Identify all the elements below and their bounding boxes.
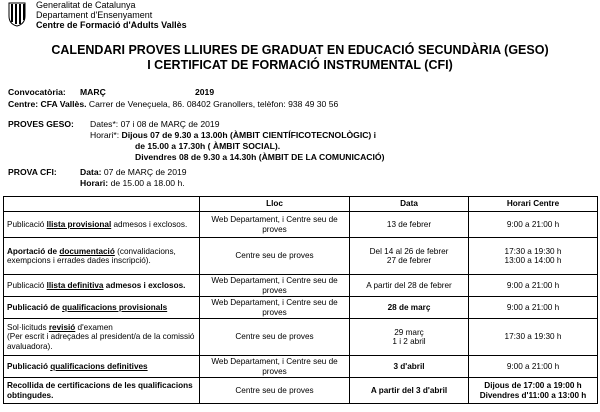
- activity-text: Publicació: [7, 219, 47, 229]
- geso-dates-value: 07 i 08 de MARÇ de 2019: [120, 119, 220, 129]
- data-cell: A partir del 28 de febrer: [350, 275, 469, 297]
- header-data: Data: [350, 197, 469, 212]
- geso-label: PROVES GESO:: [8, 119, 74, 129]
- lloc-cell: Web Departament, i Centre seu de proves: [200, 212, 350, 238]
- table-row: [4, 212, 598, 238]
- data-cell: 3 d'abril: [350, 356, 469, 378]
- data-cell: A partir del 3 d'abril: [350, 378, 469, 404]
- calendar-table: [3, 196, 598, 404]
- activity-text-rest: (convalidacions, exempcions i errades dades inscripció).: [7, 246, 176, 265]
- centre-label: Centre:: [8, 99, 39, 109]
- data-cell: 28 de març: [350, 297, 469, 319]
- header-horari: Horari Centre: [469, 197, 598, 212]
- header-line-1: Generalitat de Catalunya: [36, 0, 136, 10]
- generalitat-logo: [8, 2, 26, 27]
- table-row: [4, 356, 598, 378]
- activity-cell: [4, 238, 200, 275]
- activity-text: Sol·licituds: [7, 322, 49, 332]
- activity-text: Publicació: [7, 280, 47, 290]
- horari-cell: 17:30 a 19:30 h: [469, 319, 598, 356]
- activity-text-rest: admesos i exclosos.: [103, 280, 186, 290]
- geso-divendres: Divendres 08 de 9.30 a 14.30h (ÀMBIT DE LA COMUNICACIÓ): [135, 152, 385, 162]
- lloc-cell: Centre seu de proves: [200, 378, 350, 404]
- lloc-cell: Web Departament, i Centre seu de proves: [200, 275, 350, 297]
- activity-cell: [4, 297, 200, 319]
- cfi-horari: [80, 178, 185, 188]
- table-row: [4, 275, 598, 297]
- geso-dijous-line-2: de 15.00 a 17.30h ( ÀMBIT SOCIAL).: [135, 141, 281, 151]
- cfi-data-label: Data:: [80, 167, 102, 177]
- institution-header: [36, 0, 187, 30]
- page-title-line-1: CALENDARI PROVES LLIURES DE GRADUAT EN EDUCACIÓ SECUNDÀRIA (GESO): [51, 43, 549, 57]
- activity-text-rest: d'examen (Per escrit i adreçades al president/a de la comissió avaluadora).: [7, 322, 195, 351]
- table-row: [4, 319, 598, 356]
- lloc-cell: Centre seu de proves: [200, 319, 350, 356]
- activity-text: Recollida de certificacions de les qualificacions obtingudes.: [7, 381, 193, 400]
- page-title-line-2: I CERTIFICAT DE FORMACIÓ INSTRUMENTAL (CFI): [147, 58, 453, 72]
- centre-value: CFA Vallès.: [40, 99, 87, 109]
- horari-cell: Dijous de 17:00 a 19:00 h Divendres d'11:00 a 13:00 h: [469, 378, 598, 404]
- cfi-horari-label: Horari:: [80, 178, 109, 188]
- cfi-data-value: 07 de MARÇ de 2019: [103, 167, 187, 177]
- horari-cell: 9:00 a 21:00 h: [469, 297, 598, 319]
- lloc-cell: Centre seu de proves: [200, 238, 350, 275]
- activity-keyword: llista definitiva: [46, 280, 104, 290]
- convocatoria-label: Convocatòria:: [8, 87, 66, 97]
- cfi-horari-value: de 15.00 a 18.00 h.: [110, 178, 185, 188]
- header-line-3: Centre de Formació d'Adults Vallès: [36, 20, 187, 30]
- activity-cell: [4, 319, 200, 356]
- activity-cell: [4, 212, 200, 238]
- horari-cell: 9:00 a 21:00 h: [469, 212, 598, 238]
- activity-text: Aportació de: [7, 246, 60, 256]
- data-cell: Del 14 al 26 de febrer 27 de febrer: [350, 238, 469, 275]
- centre-row: [8, 99, 338, 109]
- activity-cell: [4, 378, 200, 404]
- activity-keyword: revisió: [48, 322, 76, 332]
- header-lloc: Lloc: [200, 197, 350, 212]
- lloc-cell: Web Departament, i Centre seu de proves: [200, 297, 350, 319]
- header-activity: [4, 197, 200, 212]
- geso-dijous: Dijous 07 de 9.30 a 13.00h (ÀMBIT CIENTÍFICOTECNOLÒGIC) i: [121, 130, 377, 140]
- data-cell: 13 de febrer: [350, 212, 469, 238]
- convocatoria-month: MARÇ: [80, 87, 106, 97]
- table-row: [4, 238, 598, 275]
- horari-cell: 9:00 a 21:00 h: [469, 275, 598, 297]
- activity-text-rest: admesos i exclosos.: [111, 219, 188, 229]
- activity-keyword: qualificacions definitives: [50, 361, 148, 371]
- centre-address: Carrer de Veneçuela, 86. 08402 Granollers, telèfon: 938 49 30 56: [88, 99, 339, 109]
- activity-keyword: llista provisional: [46, 219, 112, 229]
- header-line-2: Departament d'Ensenyament: [36, 10, 153, 20]
- geso-dates-label: Dates*:: [90, 119, 119, 129]
- convocatoria-year: 2019: [195, 87, 215, 97]
- horari-cell: 9:00 a 21:00 h: [469, 356, 598, 378]
- geso-horari: [90, 130, 376, 140]
- activity-cell: [4, 356, 200, 378]
- table-row: [4, 378, 598, 404]
- lloc-cell: Web Departament, i Centre seu de proves: [200, 356, 350, 378]
- activity-cell: [4, 275, 200, 297]
- data-cell: 29 març 1 i 2 abril: [350, 319, 469, 356]
- horari-cell: 17:30 a 19:30 h 13:00 a 14:00 h: [469, 238, 598, 275]
- cfi-label: PROVA CFI:: [8, 167, 57, 177]
- activity-text: Publicació: [7, 361, 51, 371]
- geso-horari-label: Horari*:: [90, 130, 120, 140]
- activity-text: Publicació de: [7, 302, 63, 312]
- activity-keyword: documentació: [59, 246, 115, 256]
- activity-keyword: qualificacions provisionals: [62, 302, 168, 312]
- table-header-row: [4, 197, 598, 212]
- table-row: [4, 297, 598, 319]
- cfi-data: [80, 167, 187, 177]
- geso-dates: [90, 119, 219, 129]
